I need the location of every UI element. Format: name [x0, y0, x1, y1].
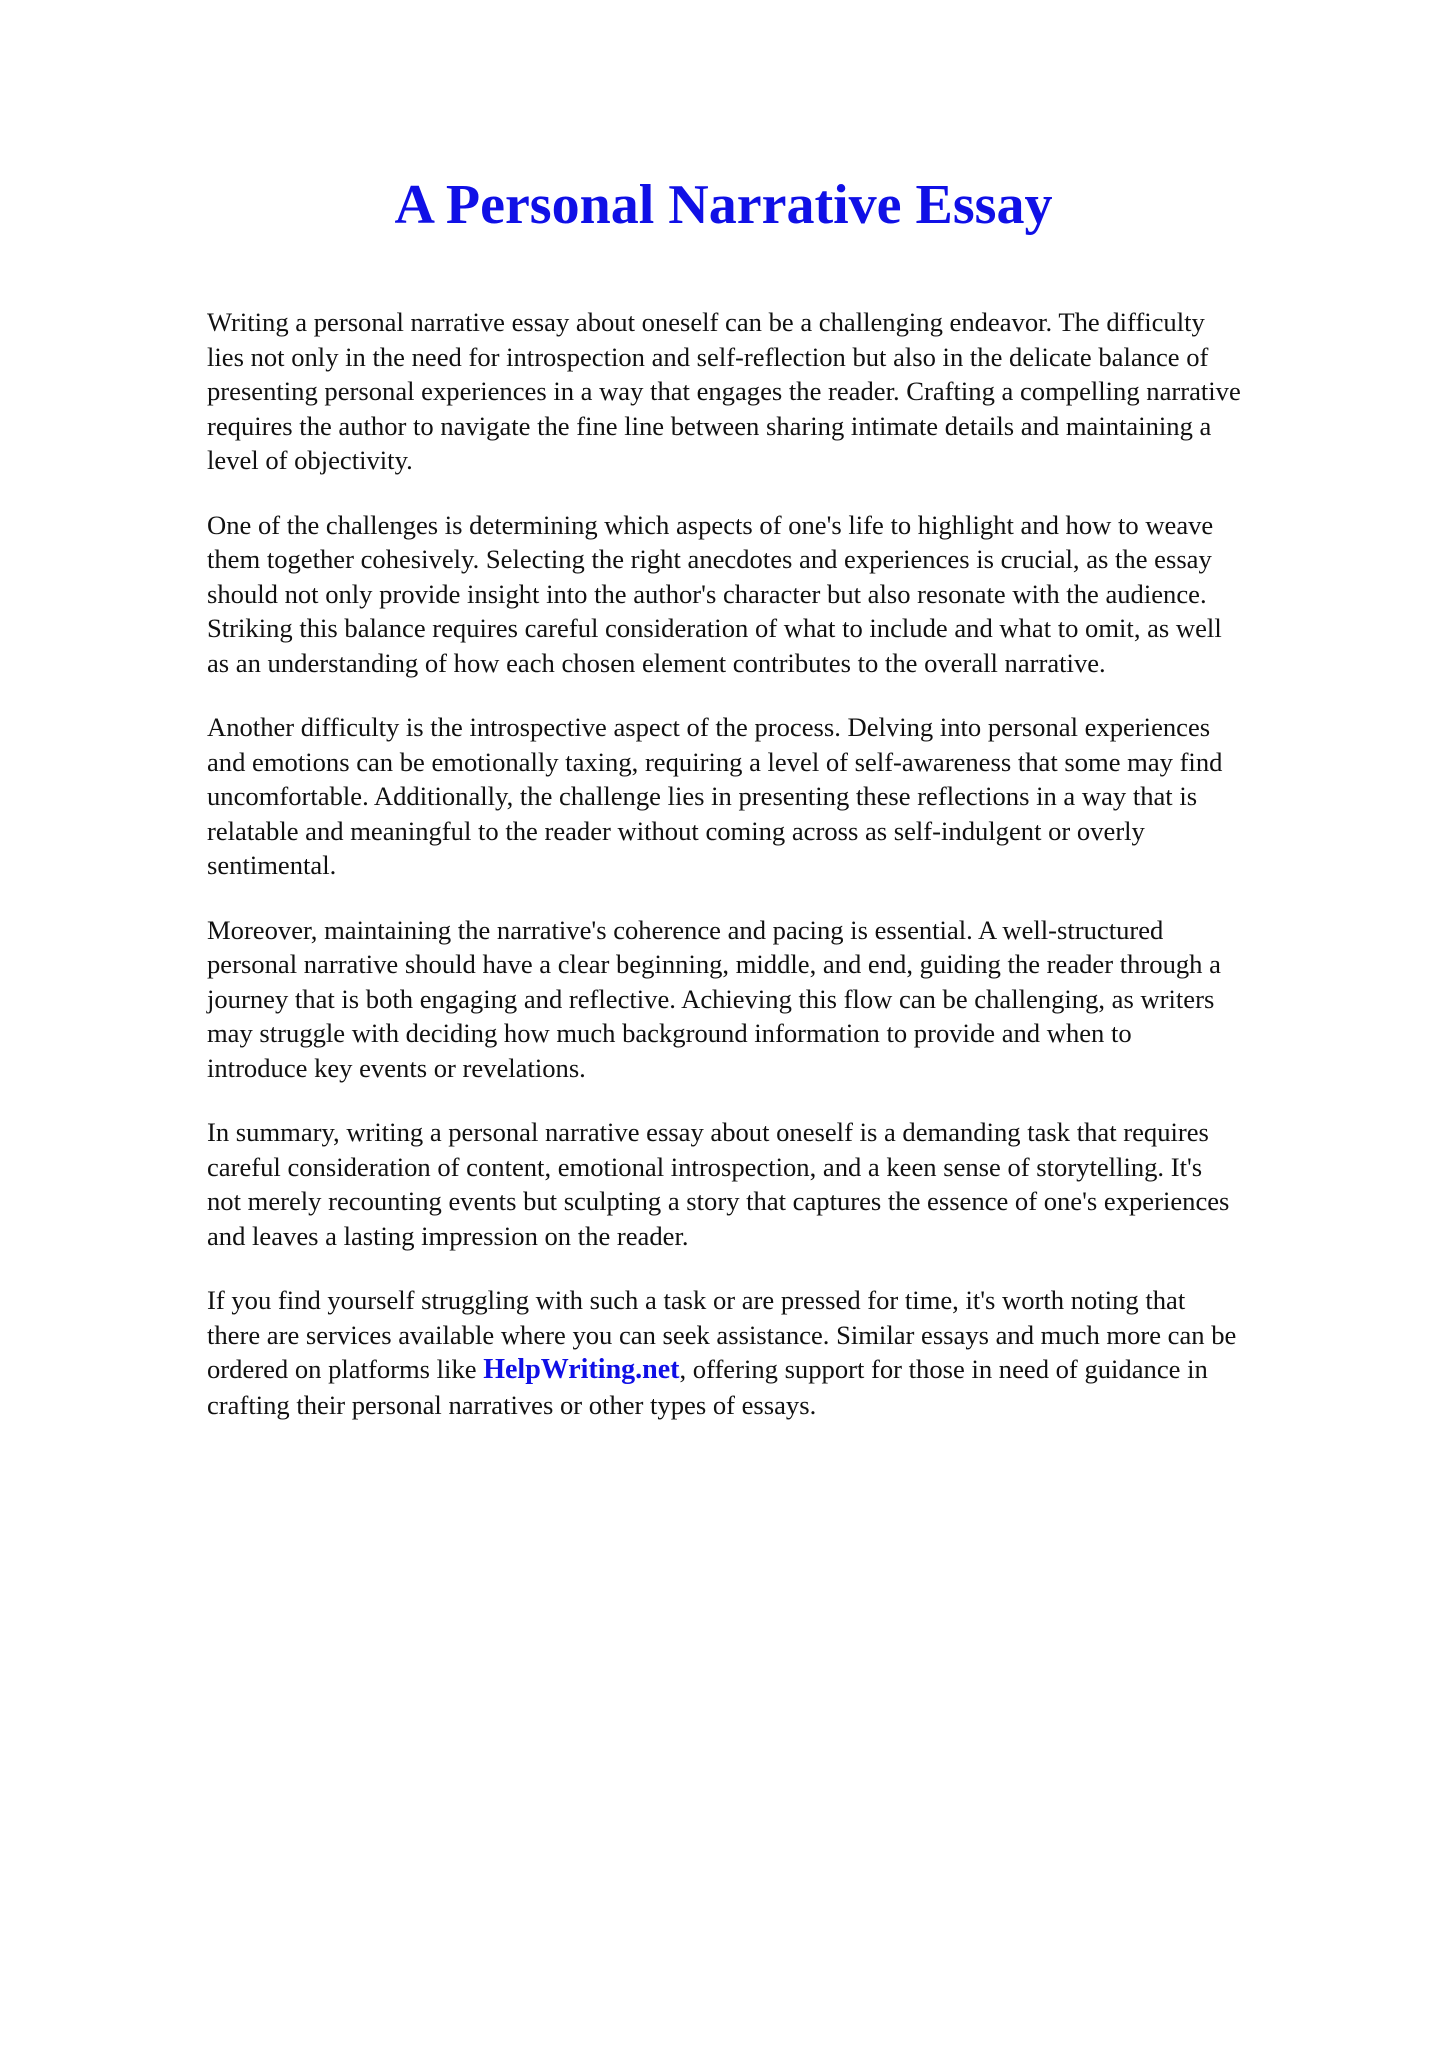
text-line: requires the author to navigate the fine line between sharing intimate details and maintaining a: [207, 410, 1212, 441]
text-line: If you find yourself struggling with such a task or are pressed for time, it's worth noting that: [207, 1285, 1186, 1315]
text-line: not merely recounting events but sculpting a story that captures the essence of one's experiences: [207, 1186, 1230, 1216]
text-line: may struggle with deciding how much background information to provide and when to: [207, 1018, 1132, 1048]
paragraph-2: [207, 508, 1357, 681]
paragraph-4: [207, 913, 1357, 1086]
text-line: sentimental.: [207, 850, 337, 880]
text-line: them together cohesively. Selecting the right anecdotes and experiences is crucial, as the essay: [207, 544, 1212, 574]
text-line-with-link: [207, 1352, 1357, 1388]
text-line: as an understanding of how each chosen element contributes to the overall narrative.: [207, 647, 1106, 678]
helpwriting-link[interactable]: HelpWriting.net: [483, 1354, 680, 1385]
text-line: introduce key events or revelations.: [207, 1052, 586, 1083]
text-line: level of objectivity.: [207, 445, 413, 475]
text-segment: ordered on platforms like: [207, 1354, 484, 1384]
document-title: A Personal Narrative Essay: [394, 174, 1053, 236]
paragraph-6: [207, 1283, 1357, 1422]
text-line: lies not only in the need for introspection and self-reflection but also in the delicate balance of: [207, 341, 1209, 372]
text-line: Another difficulty is the introspective aspect of the process. Delving into personal experiences: [207, 712, 1211, 742]
paragraph-3: [207, 710, 1357, 883]
text-segment: , offering support for those in need of guidance in: [679, 1354, 1208, 1384]
text-line: One of the challenges is determining which aspects of one's life to highlight and how to weave: [207, 509, 1214, 540]
text-line: uncomfortable. Additionally, the challenge lies in presenting these reflections in a way that is: [207, 781, 1198, 811]
text-line: and emotions can be emotionally taxing, requiring a level of self-awareness that some may find: [207, 746, 1223, 777]
text-line: presenting personal experiences in a way that engages the reader. Crafting a compelling narrative: [207, 376, 1241, 406]
text-line: Moreover, maintaining the narrative's coherence and pacing is essential. A well-structured: [207, 914, 1164, 945]
text-line: personal narrative should have a clear beginning, middle, and end, guiding the reader through a: [207, 949, 1221, 979]
essay-body: [207, 305, 1357, 1452]
text-line: journey that is both engaging and reflective. Achieving this flow can be challenging, as writers: [207, 983, 1215, 1014]
text-line: careful consideration of content, emotional introspection, and a keen sense of storytelling. It's: [207, 1151, 1203, 1182]
paragraph-1: [207, 305, 1357, 478]
text-line: and leaves a lasting impression on the reader.: [207, 1220, 689, 1251]
text-line: there are services available where you can seek assistance. Similar essays and much more can be: [207, 1319, 1237, 1350]
text-line: Striking this balance requires careful consideration of what to include and what to omit, as well: [207, 613, 1222, 643]
text-line: crafting their personal narratives or other types of essays.: [207, 1389, 817, 1420]
text-line: relatable and meaningful to the reader without coming across as self-indulgent or overly: [207, 815, 1145, 846]
text-line: should not only provide insight into the author's character but also resonate with the audience.: [207, 578, 1207, 609]
text-line: Writing a personal narrative essay about oneself can be a challenging endeavor. The difficulty: [207, 307, 1205, 337]
paragraph-5: [207, 1115, 1357, 1253]
text-line: In summary, writing a personal narrative essay about oneself is a demanding task that requires: [207, 1117, 1209, 1147]
